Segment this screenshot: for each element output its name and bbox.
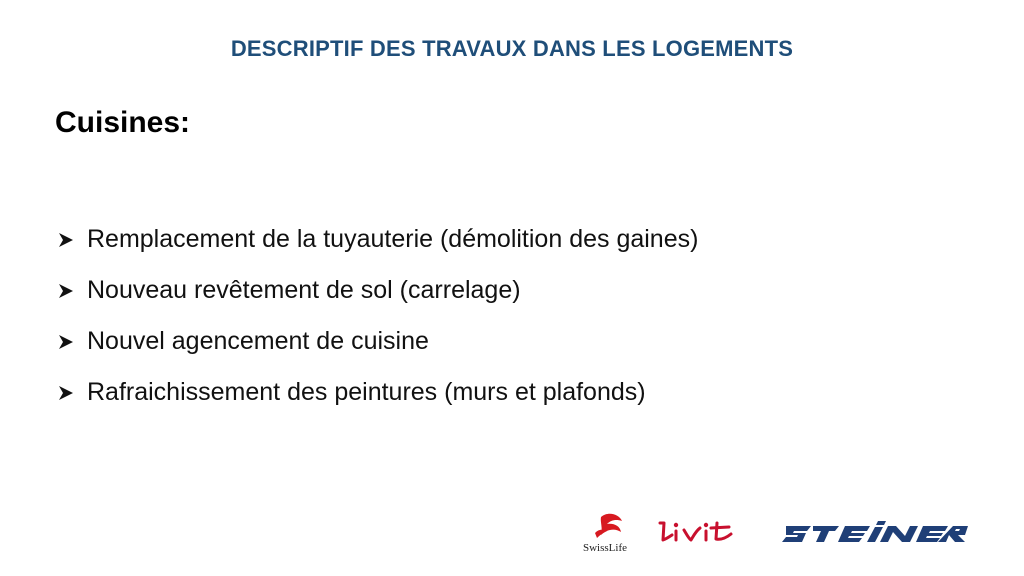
bullet-text: Rafraichissement des peintures (murs et plafonds): [87, 378, 646, 406]
swisslife-logo: [570, 511, 640, 557]
bullet-text: Remplacement de la tuyauterie (démolition des gaines): [87, 225, 699, 253]
slide-title: DESCRIPTIF DES TRAVAUX DANS LES LOGEMENTS: [230, 36, 794, 61]
arrow-bullet-icon: [56, 280, 78, 302]
arrow-bullet-icon: [56, 382, 78, 404]
arrow-bullet-icon: [56, 331, 78, 353]
bullet-item: [56, 367, 698, 418]
section-heading-cuisines: Cuisines:: [55, 106, 191, 139]
bullet-list: [56, 214, 698, 418]
bullet-item: [56, 265, 698, 316]
arrow-bullet-icon: [56, 229, 78, 251]
bullet-text: Nouvel agencement de cuisine: [87, 327, 429, 355]
livit-logo: [656, 515, 742, 549]
swisslife-emblem-icon: [570, 511, 640, 543]
bullet-text: Nouveau revêtement de sol (carrelage): [87, 276, 521, 304]
swisslife-wordmark: SwissLife: [583, 542, 627, 554]
steiner-logo: [782, 521, 968, 547]
bullet-item: [56, 214, 698, 265]
bullet-item: [56, 316, 698, 367]
partner-logos: [560, 505, 980, 561]
